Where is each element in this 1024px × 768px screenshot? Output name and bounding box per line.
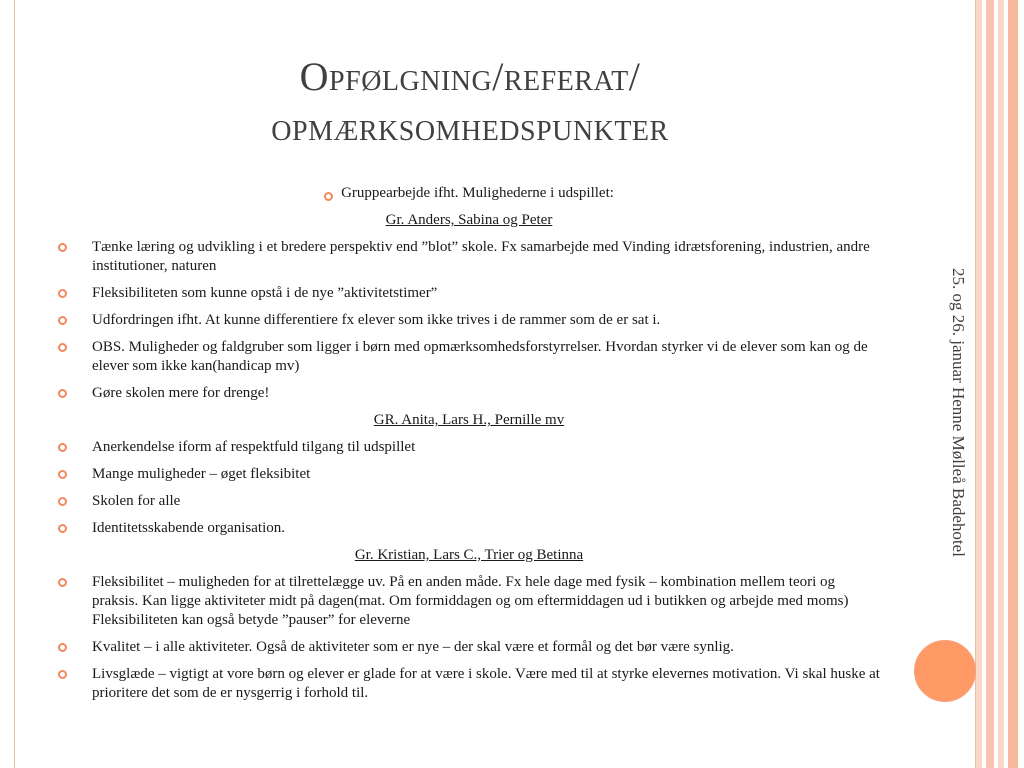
list-item (58, 492, 880, 511)
bullet-icon (58, 443, 67, 452)
title-line-2: opmærksomhedspunkter (271, 104, 669, 149)
stripe (1008, 0, 1018, 768)
vertical-footer-text: 25. og 26. januar Henne Mølleå Badehotel (949, 268, 968, 557)
decorative-stripes (976, 0, 1024, 768)
bullet-icon (58, 524, 67, 533)
bullet-icon (324, 192, 333, 201)
stripe (986, 0, 994, 768)
list-item (58, 438, 880, 457)
group-list (58, 211, 880, 703)
list-item (58, 665, 880, 703)
group-heading: Gr. Anders, Sabina og Peter (385, 212, 553, 228)
bullet-icon (58, 289, 67, 298)
bullet-icon (58, 316, 67, 325)
bullet-icon (58, 389, 67, 398)
stripe (976, 0, 982, 768)
decorative-circle (914, 640, 976, 702)
bullet-icon (58, 643, 67, 652)
list-item (58, 465, 880, 484)
list-item (58, 238, 880, 276)
list-item-text: Mange muligheder – øget fleksibitet (92, 466, 311, 482)
list-item (58, 638, 880, 657)
list-item-text: Udfordringen ifht. At kunne differentiere fx elever som ikke trives i de rammer som de er sat i. (92, 312, 661, 328)
bullet-list (58, 573, 880, 703)
group-heading: GR. Anita, Lars H., Pernille mv (373, 412, 565, 428)
list-item-text: Livsglæde – vigtigt at vore børn og elever er glade for at være i skole. Være med til at styrke elevernes motivation. Vi skal huske at prioritere det som de er nysgerrig i forhold til. (92, 666, 880, 701)
intro-line (58, 184, 880, 203)
slide-content (58, 184, 880, 711)
stripe (998, 0, 1004, 768)
list-item (58, 311, 880, 330)
bullet-list (58, 438, 880, 538)
bullet-icon (58, 497, 67, 506)
intro-text: Gruppearbejde ifht. Mulighederne i udspillet: (341, 185, 614, 201)
group-heading: Gr. Kristian, Lars C., Trier og Betinna (354, 547, 584, 563)
list-item-text: Fleksibilitet – muligheden for at tilrettelægge uv. På en anden måde. Fx hele dage med fysik – kombination mellem teori og praksis. Kan ligge aktiviteter midt på dagen(mat. Om formiddagen og om eftermiddagen ud i butikken og arbejde med moms) Fleksibiliteten kan også betyde ”pauser” for eleverne (92, 574, 849, 628)
list-item (58, 284, 880, 303)
list-item-text: Anerkendelse iform af respektfuld tilgang til udspillet (92, 439, 416, 455)
list-item (58, 573, 880, 630)
bullet-icon (58, 243, 67, 252)
list-item-text: Fleksibiliteten som kunne opstå i de nye ”aktivitetstimer” (92, 285, 438, 301)
list-item-text: Gøre skolen mere for drenge! (92, 385, 270, 401)
list-item (58, 338, 880, 376)
list-item (58, 384, 880, 403)
list-item-text: OBS. Muligheder og faldgruber som ligger i børn med opmærksomhedsforstyrrelser. Hvordan styrker vi de elever som kan og de elever som ikke kan(handicap mv) (92, 339, 868, 374)
bullet-icon (58, 470, 67, 479)
slide-title (80, 52, 860, 152)
list-item-text: Kvalitet – i alle aktiviteter. Også de aktiviteter som er nye – der skal være et formål og det bør være synlig. (92, 639, 734, 655)
list-item (58, 519, 880, 538)
list-item-text: Tænke læring og udvikling i et bredere perspektiv end ”blot” skole. Fx samarbejde med Vinding idrætsforening, industrien, andre institutioner, naturen (92, 239, 870, 274)
bullet-list (58, 238, 880, 403)
bullet-icon (58, 670, 67, 679)
bullet-icon (58, 578, 67, 587)
title-line-1: Opfølgning/referat/ (299, 54, 641, 99)
bullet-icon (58, 343, 67, 352)
list-item-text: Skolen for alle (92, 493, 181, 509)
list-item-text: Identitetsskabende organisation. (92, 520, 286, 536)
